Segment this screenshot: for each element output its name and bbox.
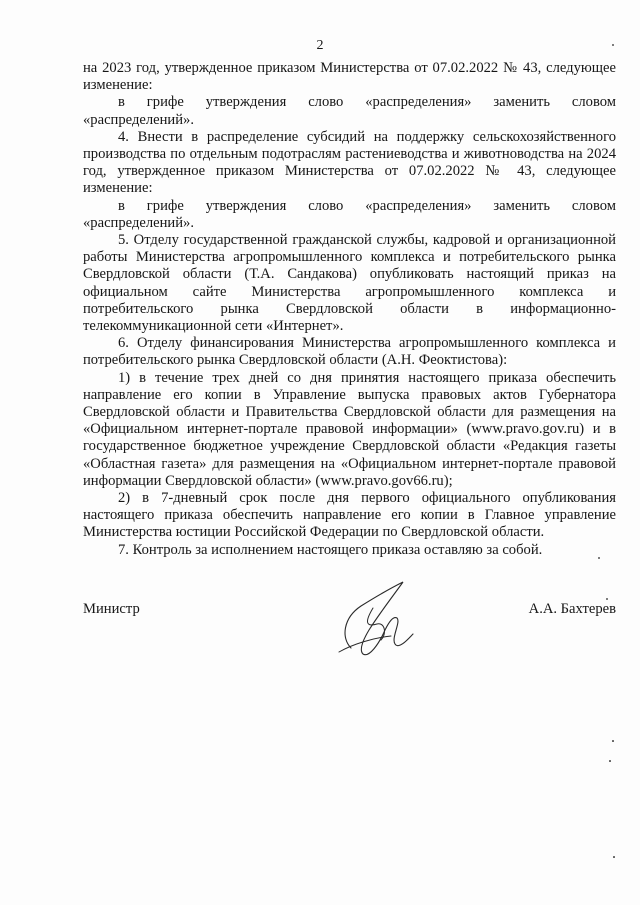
scan-speck: [606, 598, 608, 600]
paragraph-item-6-1: 1) в течение трех дней со дня принятия настоящего приказа обеспечить направление его копии в Управление выпуска правовых актов Губернатора Свердловской области и Правительства Свердловской области для размещения на «Официальном интернет-портале правовой информации» (www.pravo.gov.ru) и в государственное бюджетное учреждение Свердловской области «Редакция газеты «Областная газета» для размещения на «Официальном интернет-портале правовой информации Свердловской области» (www.pravo.gov66.ru);: [83, 369, 616, 489]
paragraph-item-6: 6. Отделу финансирования Министерства агропромышленного комплекса и потребительского рынка Свердловской области (А.Н. Феоктистова):: [83, 335, 616, 369]
scan-speck: [598, 557, 600, 559]
handwritten-signature: [333, 578, 423, 663]
scan-speck: [609, 760, 611, 762]
scan-speck: [612, 44, 614, 46]
paragraph-change-2: в грифе утверждения слово «распределения» заменить словом «распределений».: [83, 197, 616, 231]
signatory-title: Министр: [83, 601, 140, 617]
scan-speck: [612, 740, 614, 742]
paragraph-item-7: 7. Контроль за исполнением настоящего приказа оставляю за собой.: [118, 541, 543, 558]
paragraph-continuation: на 2023 год, утвержденное приказом Министерства от 07.02.2022 № 43, следующее изменение:: [83, 60, 616, 94]
paragraph-change-1: в грифе утверждения слово «распределения» заменить словом «распределений».: [83, 94, 616, 128]
document-body: [83, 60, 616, 559]
paragraph-item-6-2: 2) в 7-дневный срок после дня первого официального опубликования настоящего приказа обеспечить направление его копии в Главное управление Министерства юстиции Российской Федерации по Свердловской области.: [83, 490, 616, 541]
paragraph-item-5: 5. Отделу государственной гражданской службы, кадровой и организационной работы Министерства агропромышленного комплекса и потребительского рынка Свердловской области (Т.А. Сандакова) опубликовать настоящий приказ на официальном сайте Министерства агропромышленного комплекса и потребительского рынка Свердловской области в информационно-телекоммуникационной сети «Интернет».: [83, 232, 616, 335]
signature-block: [83, 596, 616, 676]
paragraph-item-4: 4. Внести в распределение субсидий на поддержку сельскохозяйственного производства по отдельным подотраслям растениеводства и животноводства на 2024 год, утвержденное приказом Министерства от 07.02.2022 № 43, следующее изменение:: [83, 128, 616, 197]
page-number: 2: [316, 38, 324, 53]
signatory-name: А.А. Бахтерев: [528, 601, 616, 617]
scan-speck: [613, 856, 615, 858]
